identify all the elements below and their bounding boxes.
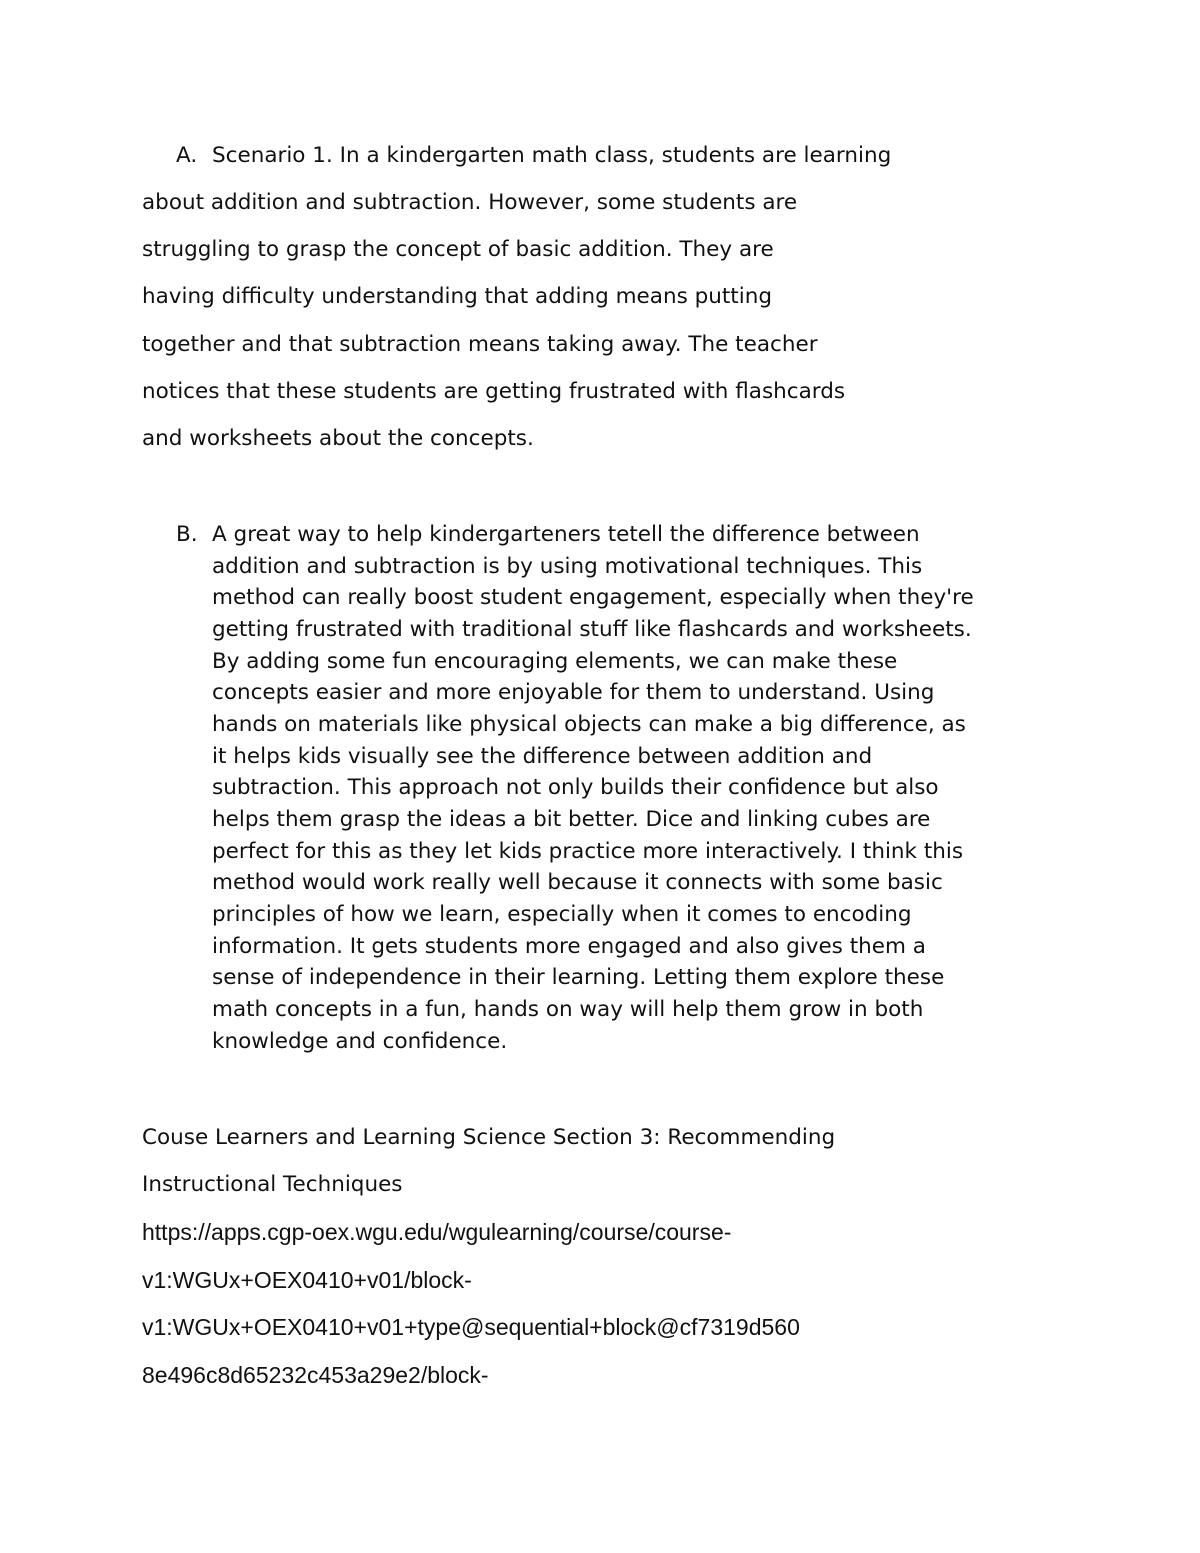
section-b-line: method can really boost student engagement, especially when they're [212, 585, 974, 610]
section-a-line: and worksheets about the concepts. [142, 426, 534, 451]
reference-url-line: https://apps.cgp-oex.wgu.edu/wgulearning/course/course- [142, 1219, 732, 1245]
reference-title-line: Instructional Techniques [142, 1172, 403, 1197]
section-b-marker: B. [176, 522, 198, 547]
section-b-line: A great way to help kindergarteners tetell the difference between [212, 522, 920, 547]
section-b-line: principles of how we learn, especially when it comes to encoding [212, 902, 912, 927]
section-b-line: method would work really well because it connects with some basic [212, 870, 943, 895]
section-b-line: By adding some fun encouraging elements, we can make these [212, 649, 898, 674]
section-b-line: concepts easier and more enjoyable for them to understand. Using [212, 680, 935, 705]
section-a-line: struggling to grasp the concept of basic addition. They are [142, 237, 774, 262]
section-b-line: hands on materials like physical objects can make a big difference, as [212, 712, 966, 737]
reference-url-line: v1:WGUx+OEX0410+v01/block- [142, 1267, 472, 1293]
section-a-line: notices that these students are getting frustrated with flashcards [142, 379, 846, 404]
reference-url-line: 8e496c8d65232c453a29e2/block- [142, 1362, 489, 1388]
reference-title-line: Couse Learners and Learning Science Section 3: Recommending [142, 1125, 836, 1150]
section-b-line: knowledge and confidence. [212, 1029, 508, 1054]
section-b-line: math concepts in a fun, hands on way will help them grow in both [212, 997, 924, 1022]
section-b-line: addition and subtraction is by using motivational techniques. This [212, 554, 923, 579]
section-b-line: subtraction. This approach not only builds their confidence but also [212, 775, 939, 800]
section-b-line: perfect for this as they let kids practice more interactively. I think this [212, 839, 964, 864]
reference-url-line: v1:WGUx+OEX0410+v01+type@sequential+block@cf7319d560 [142, 1314, 800, 1340]
section-a-line: having difficulty understanding that adding means putting [142, 284, 772, 309]
section-a-line: together and that subtraction means taking away. The teacher [142, 332, 818, 357]
section-b-line: information. It gets students more engaged and also gives them a [212, 934, 926, 959]
section-b-line: it helps kids visually see the difference between addition and [212, 744, 873, 769]
section-b-line: helps them grasp the ideas a bit better. Dice and linking cubes are [212, 807, 931, 832]
section-b-line: sense of independence in their learning. Letting them explore these [212, 965, 945, 990]
section-a-line: Scenario 1. In a kindergarten math class, students are learning [212, 143, 892, 168]
section-a-line: about addition and subtraction. However, some students are [142, 190, 798, 215]
section-b-line: getting frustrated with traditional stuff like flashcards and worksheets. [212, 617, 972, 642]
section-a-marker: A. [176, 143, 198, 168]
